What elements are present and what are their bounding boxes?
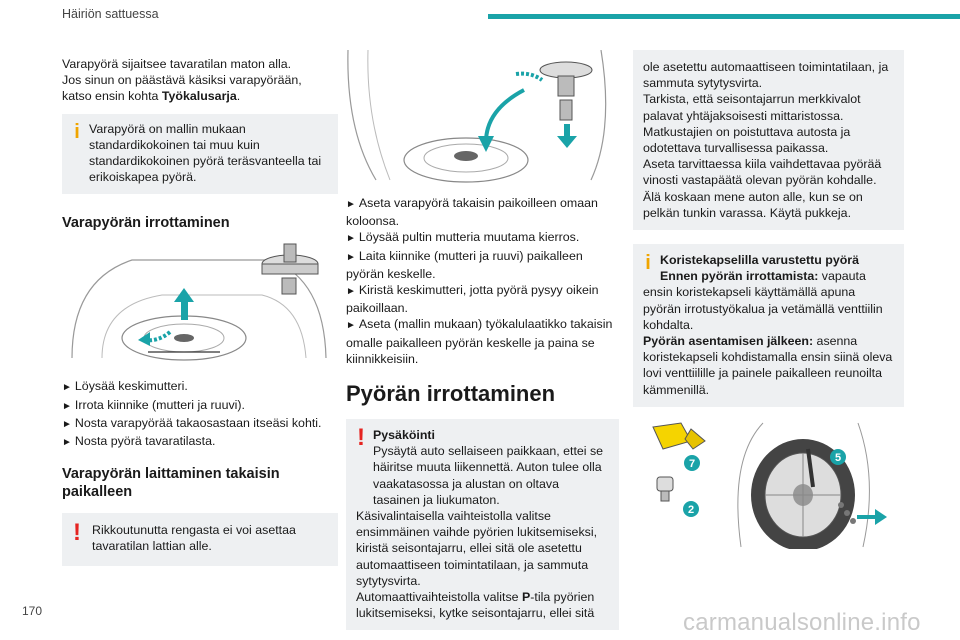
page-number: 170 <box>22 604 43 618</box>
callout-tool: 7 <box>688 457 696 470</box>
callout-wheel: 5 <box>834 451 842 464</box>
heading-refit-spare: Varapyörän laittaminen takaisin paikalleen <box>62 466 280 501</box>
list-item: ► Laita kiinnike (mutteri ja ruuvi) paikalleen pyörän keskelle. <box>346 248 583 281</box>
heading-remove-spare: Varapyörän irrottaminen <box>62 215 230 232</box>
figure-spare-wheel-refit <box>346 50 619 185</box>
info-icon: i <box>74 120 80 143</box>
figure-spare-wheel-removal <box>62 240 338 362</box>
list-item: ► Löysää pultin mutteria muutama kierros. <box>346 230 580 245</box>
info-icon: i <box>645 252 651 275</box>
list-item: ► Nosta varapyörää takaosastaan itseäsi kohti. <box>62 415 322 430</box>
warning-box-parking: ! Pysäköinti Pysäytä auto sellaiseen paikkaan, ettei se häiritse muuta liikennettä. Auton tulee olla vaakatasossa ja alustan on oltava tasainen ja liukumaton. Käsivalintaisella vaihteistolla valitse ensimmäinen vaihde pyörien lukitsemiseksi, kiristä seisontajarru, ellei sitä ole asetettu automaattiseen toimintatilaan, ja sammuta sytytysvirta. Automaattivaihteistolla valitse P-tila pyörien lukitsemiseksi, kytke seisontajarru, ellei sitä <box>346 419 619 630</box>
figure-wheel-removal <box>633 419 904 549</box>
list-item: ► Nosta pyörä tavaratilasta. <box>62 434 216 449</box>
toolkit-link: Työkalusarja <box>161 89 237 104</box>
warning-icon: ! <box>73 519 81 547</box>
list-item: ► Aseta varapyörä takaisin paikoilleen omaan koloonsa. <box>346 196 598 229</box>
watermark: carmanualsonline.info <box>683 609 921 636</box>
callout-nut: 2 <box>687 503 695 516</box>
refit-steps-list <box>346 195 619 367</box>
warning-box-continued: ole asetettu automaattiseen toimintatilaan, ja sammuta sytytysvirta. Tarkista, että seisontajarrun merkkivalot palavat yhtäjaksoisesti mittaristossa. Matkustajien on poistuttava autosta ja odotettava turvallisessa paikassa. Aseta tarvittaessa kiila vaihdettavaa pyörää vinosti vastapäätä olevan pyörän kohdalle. Älä koskaan mene auton alle, kun se on pelkän tunkin varassa. Käytä pukkeja. <box>633 50 904 230</box>
info-box-spare: i Varapyörä on mallin mukaan standardikokoinen tai muu kuin standardikokoinen pyörä teräsvanteella tai erikoiskapea pyörä. <box>62 114 338 195</box>
intro-text: Varapyörä sijaitsee tavaratilan maton alla. Jos sinun on päästävä käsiksi varapyörään, katso ensin kohta Työkalusarja. <box>62 57 302 104</box>
header-accent-bar <box>488 14 960 19</box>
heading-wheel-removal: Pyörän irrottaminen <box>346 381 556 407</box>
list-item: ► Kiristä keskimutteri, jotta pyörä pysyy oikein paikoillaan. <box>346 283 599 316</box>
warning-icon: ! <box>357 424 365 452</box>
column-1 <box>62 56 338 566</box>
list-item: ► Löysää keskimutteri. <box>62 379 188 394</box>
column-2 <box>346 50 619 630</box>
warning-box-damaged: ! Rikkoutunutta rengasta ei voi asettaa tavaratilan lattian alle. <box>62 513 338 565</box>
list-item: ► Aseta (mallin mukaan) työkalulaatikko takaisin omalle paikalleen pyörän keskelle ja paina se kiinnikkeisiin. <box>346 317 613 366</box>
column-3 <box>633 50 904 549</box>
remove-steps-list <box>62 378 338 451</box>
info-box-hubcap: i Koristekapselilla varustettu pyörä Ennen pyörän irrottamista: vapauta ensin koristekapseli käyttämällä apuna pyörän irrotustyökalua ja vetämällä venttiilin kohdalta. Pyörän asentamisen jälkeen: asenna koristekapseli kohdistamalla ensin siinä oleva lovi venttiilille ja painele paikalleen reunoilta kämmenillä. <box>633 244 904 407</box>
list-item: ► Irrota kiinnike (mutteri ja ruuvi). <box>62 397 245 412</box>
header-title: Häiriön sattuessa <box>62 7 159 21</box>
